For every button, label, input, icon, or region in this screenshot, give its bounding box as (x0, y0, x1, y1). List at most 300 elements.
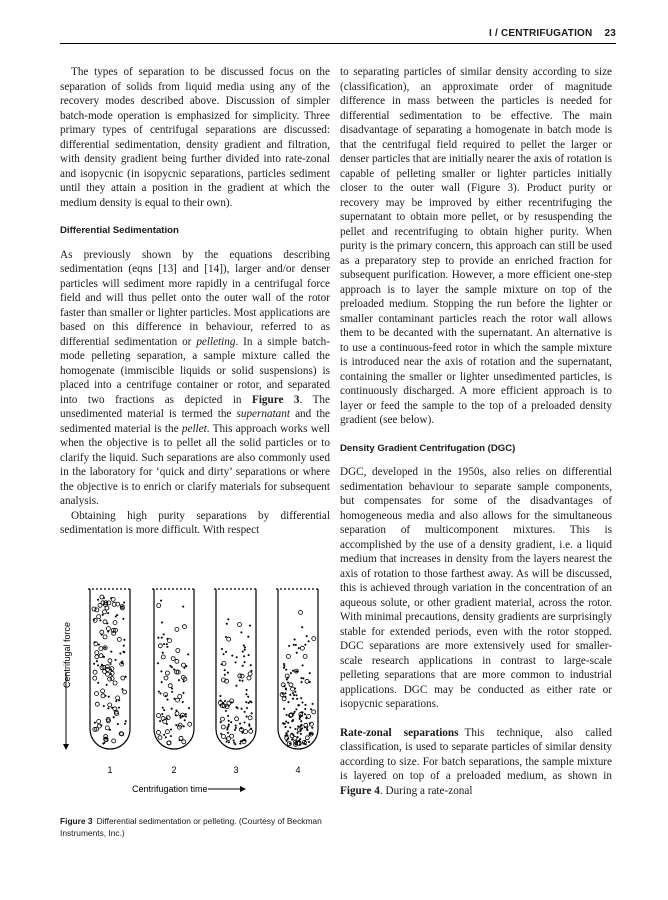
particle (246, 693, 248, 695)
particle (289, 683, 293, 687)
particle (283, 663, 285, 665)
particle (236, 706, 238, 708)
particle (242, 732, 244, 734)
particle (167, 638, 169, 640)
particle (291, 733, 293, 735)
particle (224, 669, 226, 671)
particle (295, 728, 297, 730)
particle (161, 671, 163, 673)
particle (182, 701, 184, 703)
particle (249, 725, 251, 727)
particle (233, 740, 235, 742)
x-axis-label: Centrifugation time (132, 784, 208, 794)
particle (297, 726, 299, 728)
particle (295, 671, 297, 673)
particle (93, 619, 95, 621)
particle (175, 724, 177, 726)
particle (171, 691, 173, 693)
y-axis (62, 622, 72, 747)
particle (244, 647, 246, 649)
particle (108, 696, 110, 698)
particle (244, 649, 246, 651)
particle (244, 661, 246, 663)
particle (104, 647, 106, 649)
particle (227, 672, 229, 674)
particle (157, 714, 161, 718)
particle (113, 621, 117, 625)
particle (163, 709, 165, 711)
particle (188, 707, 190, 709)
particle (287, 738, 289, 740)
particle (241, 632, 243, 634)
tube-outline (278, 589, 318, 749)
particle (244, 730, 248, 734)
figure-3 (60, 583, 330, 798)
particle (220, 733, 222, 735)
particle (187, 654, 189, 656)
particle (225, 636, 227, 638)
particle (298, 740, 300, 742)
particle (296, 694, 298, 696)
particle (175, 627, 179, 631)
particle (250, 701, 252, 703)
particle (293, 734, 295, 736)
particle (121, 663, 123, 665)
particle (301, 681, 303, 683)
particle (295, 691, 297, 693)
particle (123, 690, 127, 694)
particle (236, 656, 238, 658)
particle (247, 696, 249, 698)
particle (231, 655, 233, 657)
particle (230, 721, 232, 723)
particle (306, 726, 308, 728)
particle (289, 694, 291, 696)
particle (162, 707, 164, 709)
running-header (489, 28, 616, 39)
particle (291, 687, 295, 691)
particle (118, 707, 120, 709)
particle (300, 697, 302, 699)
caption-text: Differential sedimentation or pelleting. (Courtesy of Beckman Instruments, Inc.) (60, 816, 322, 838)
particle (99, 647, 103, 651)
particle (249, 729, 253, 733)
particle (160, 600, 162, 602)
particle (225, 710, 227, 712)
particle (302, 665, 304, 667)
particle (284, 665, 286, 667)
particle (238, 623, 242, 627)
particle (228, 741, 230, 743)
particle (288, 645, 290, 647)
particle (158, 691, 160, 693)
particle (112, 739, 116, 743)
dgc-paragraph: DGC, developed in the 1950s, also relies on differential sedimentation behaviour to separate sample components, but compensates for some of the disadvantages of homogeneous media and also allows for the simultaneous separation of multicomponent mixtures. This is accomplished by the use of a density gradient, i.e. a liquid medium that increases in density from the layers nearest the axis of rotation to those farthest away. As will be discussed, this is achieved through variation in the concentration of an aqueous solute, or other gradient material, across the rotor. With minimal precautions, density gradients are surprisingly stable for extended periods, even with the rotor stopped. DGC separations are more extensively used for smaller-scale research applications in contrast to large-scale pelleting separations that are more common to industrial applications. DGC may be conducted as either rate or isopycnic separations. (340, 466, 612, 710)
particle (305, 704, 307, 706)
particle (248, 716, 252, 720)
particle (242, 680, 244, 682)
particle (227, 732, 229, 734)
particle (308, 741, 310, 743)
particle (178, 679, 180, 681)
purity-paragraph: Obtaining high purity separations by differential sedimentation is more difficult. With respect (60, 509, 330, 536)
particle (309, 681, 311, 683)
particle (167, 699, 169, 701)
particle (283, 708, 285, 710)
particle (239, 723, 241, 725)
y-axis-label: Centrifugal force (62, 621, 72, 689)
particle (292, 692, 294, 694)
particle (293, 694, 295, 696)
particle (231, 702, 233, 704)
particle (224, 700, 226, 702)
particle (286, 714, 288, 716)
particle (304, 713, 306, 715)
particle (123, 651, 125, 653)
particle (242, 651, 244, 653)
particle (296, 709, 298, 711)
particle (97, 599, 99, 601)
particle (228, 705, 230, 707)
particle (170, 735, 172, 737)
tube-label-3: 3 (233, 765, 239, 775)
particle (94, 642, 98, 646)
particle (111, 597, 115, 601)
particle (123, 618, 125, 620)
particle (287, 677, 289, 679)
particle (309, 672, 311, 674)
particle (286, 679, 288, 681)
particle (112, 631, 116, 635)
particle (182, 740, 186, 744)
particle (115, 616, 117, 618)
particle (295, 644, 297, 646)
particle (179, 715, 181, 717)
particle (287, 722, 289, 724)
particle (105, 668, 109, 672)
particle (120, 653, 122, 655)
particle (182, 715, 184, 717)
particle (161, 713, 163, 715)
particle (300, 712, 302, 714)
particle (310, 733, 312, 735)
particle (117, 723, 119, 725)
particle (98, 644, 100, 646)
particle (308, 640, 310, 642)
particle (161, 655, 165, 659)
particle (188, 722, 192, 726)
particle (304, 708, 306, 710)
particle (222, 702, 224, 704)
particle (124, 723, 126, 725)
particle (111, 707, 113, 709)
particle (173, 669, 175, 671)
particle (244, 711, 246, 713)
particle (251, 712, 253, 714)
tube-1 (88, 589, 132, 775)
particle (176, 649, 180, 653)
particle (287, 682, 289, 684)
particle (113, 681, 117, 685)
particle (306, 728, 308, 730)
particle (228, 726, 230, 728)
right-column (340, 65, 612, 798)
particle (124, 639, 126, 641)
particle (118, 700, 120, 702)
differential-sedimentation-paragraph: As previously shown by the equations describing sedimentation (eqns [13] and [14]), larger and/or denser particles will sediment more rapidly in a centrifugal force field and will thus pellet onto the outer wall of the rotor faster than smaller or lighter particles. Most applications are based on this difference in behaviour, referred to as differential sedimentation or pelleting. In a simple batch-mode pelleting separation, a sample mixture called the homogenate (immiscible liquids or solid suspensions) is placed into a centrifuge container or rotor, and separated into two fractions as depicted in Figure 3. The unsedimented material is termed the supernatant and the sedimented material is the pellet. This approach works well when the objective is to pellet all the solid particles or to clarify the liquid. Such separations are also commonly used in the laboratory for ‘quick and dirty’ separations or where the objective is to enrich or clarify materials for subsequent analysis. (60, 248, 330, 507)
particle (246, 716, 248, 718)
particle (95, 651, 99, 655)
particle (220, 721, 222, 723)
particle (221, 725, 225, 729)
particle (220, 717, 224, 721)
figure-3-illustration (60, 583, 330, 798)
particle (158, 736, 162, 740)
particle (300, 733, 302, 735)
particle (161, 681, 163, 683)
particle (121, 676, 125, 680)
particle (227, 715, 229, 717)
tube-2 (152, 589, 196, 775)
particle (103, 610, 107, 614)
particle (165, 671, 169, 675)
particle (171, 657, 175, 661)
particle (165, 695, 167, 697)
particle (100, 595, 104, 599)
particle (234, 729, 236, 731)
particle (98, 603, 102, 607)
particle (99, 654, 103, 658)
particle (165, 736, 167, 738)
particle (294, 639, 296, 641)
particle (285, 721, 287, 723)
particle (166, 643, 168, 645)
particle (101, 664, 103, 666)
particle (221, 734, 225, 738)
particle (292, 698, 294, 700)
particle (108, 708, 110, 710)
particle (249, 625, 251, 627)
particle (180, 717, 182, 719)
particle (283, 723, 285, 725)
particle (226, 623, 228, 625)
tube-label-4: 4 (295, 765, 301, 775)
particle (296, 698, 298, 700)
particle (167, 646, 169, 648)
particle (226, 738, 228, 740)
particle (108, 659, 112, 663)
particle (103, 635, 107, 639)
particle (285, 726, 287, 728)
particle (234, 743, 236, 745)
particle (97, 615, 101, 619)
particle (292, 670, 294, 672)
figure-3-caption (60, 815, 332, 839)
particle (107, 612, 109, 614)
centrifugation-time-arrowhead (240, 786, 246, 792)
particle (164, 676, 168, 680)
term-pellet: pellet (181, 422, 207, 435)
particle (184, 667, 186, 669)
particle (312, 703, 314, 705)
particle (125, 720, 127, 722)
particle (93, 670, 97, 674)
particle (303, 678, 305, 680)
particle (303, 742, 305, 744)
particle (123, 602, 125, 604)
particle (300, 646, 304, 650)
particle (227, 637, 231, 641)
particle (248, 654, 250, 656)
particle (239, 743, 241, 745)
particle (235, 662, 237, 664)
particle (242, 740, 244, 742)
particle (182, 663, 186, 667)
particle (220, 695, 222, 697)
particle (110, 669, 112, 671)
particle (178, 695, 182, 699)
tubes-group (88, 589, 320, 775)
particle (228, 724, 230, 726)
x-axis (132, 784, 246, 794)
particle (103, 620, 107, 624)
particle (298, 704, 300, 706)
particle (291, 739, 293, 741)
particle (284, 685, 286, 687)
particle (116, 614, 118, 616)
particle (106, 627, 110, 631)
particle (113, 716, 115, 718)
particle (227, 618, 229, 620)
particle (221, 648, 223, 650)
particle (96, 660, 98, 662)
tube-label-2: 2 (171, 765, 177, 775)
particle (236, 685, 238, 687)
tube-3 (214, 589, 258, 775)
particle (94, 722, 96, 724)
particle (163, 734, 165, 736)
particle (110, 663, 112, 665)
particle (299, 610, 303, 614)
particle (110, 677, 114, 681)
particle (171, 708, 173, 710)
particle (250, 728, 252, 730)
particle (108, 703, 112, 707)
particle (106, 684, 108, 686)
running-header-section: I / CENTRIFUGATION (489, 28, 593, 39)
particle (305, 679, 309, 683)
particle (159, 720, 161, 722)
particle (168, 684, 172, 688)
rate-zonal-paragraph: Rate-zonal separations This technique, also called classification, is used to separate particles of similar density according to size. For batch separations, the sample mixture is layered on top of a preloaded medium, as shown in Figure 4. During a rate-zonal (340, 726, 612, 797)
particle (115, 700, 117, 702)
particle (292, 719, 294, 721)
particle (305, 736, 309, 740)
particle (157, 662, 159, 664)
particle (290, 672, 292, 674)
particle (158, 637, 160, 639)
particle (162, 652, 164, 654)
particle (95, 692, 99, 696)
particle (161, 622, 163, 624)
particle (246, 707, 248, 709)
particle (312, 637, 316, 641)
particle (175, 712, 179, 716)
section-heading-dgc: Density Gradient Centrifugation (DGC) (340, 442, 516, 454)
particle (179, 736, 183, 740)
particle (183, 692, 185, 694)
particle (233, 742, 235, 744)
particle (306, 635, 308, 637)
particle (158, 644, 162, 648)
particle (185, 713, 187, 715)
particle (171, 688, 173, 690)
particle (246, 689, 248, 691)
particle (116, 696, 120, 700)
particle (289, 727, 291, 729)
particle (184, 719, 186, 721)
particle (283, 667, 285, 669)
particle (183, 681, 185, 683)
particle (97, 720, 101, 724)
particle (157, 604, 161, 608)
left-column (60, 65, 330, 538)
particle (306, 717, 308, 719)
particle (241, 708, 243, 710)
figure-3-reference[interactable]: Figure 3 (251, 393, 300, 406)
particle (240, 741, 242, 743)
particle (93, 663, 95, 665)
particle (103, 705, 105, 707)
particle (182, 625, 186, 629)
particle (311, 727, 313, 729)
page-number: 23 (604, 28, 616, 39)
term-pelleting: pelleting (196, 335, 236, 348)
particle (285, 669, 287, 671)
tube-4 (276, 589, 320, 775)
particle (247, 676, 251, 680)
particle (174, 698, 176, 700)
particle (294, 711, 296, 713)
particle (101, 689, 105, 693)
particle (224, 674, 226, 676)
particle (297, 732, 299, 734)
particle (110, 651, 112, 653)
particle (285, 692, 287, 694)
particle (93, 676, 97, 680)
particle (166, 723, 168, 725)
figure-4-reference[interactable]: Figure 4 (340, 784, 380, 797)
particle (299, 729, 301, 731)
particle (288, 701, 290, 703)
particle (103, 656, 105, 658)
particle (305, 644, 307, 646)
particle (117, 637, 121, 641)
particle (245, 701, 247, 703)
particle (182, 606, 184, 608)
particle (95, 702, 99, 706)
particle (122, 688, 124, 690)
particle (163, 643, 165, 645)
section-heading-differential-sedimentation: Differential Sedimentation (60, 225, 179, 236)
particle (247, 636, 249, 638)
intro-paragraph: The types of separation to be discussed focus on the separation of solids from liquid media using any of the recovery modes described above. Discussion of simpler batch-mode operation is emphasized for simplicity. Three primary types of centrifugal separations are discussed: differential sedimentation, density gradient and filtration, with density gradient being further divided into rate-zonal and isopycnic (in isopycnic separations, particles sediment until they attain a position in the gradient at which the medium density is equal to their own). (60, 66, 330, 209)
particle (228, 720, 230, 722)
particle (244, 722, 246, 724)
particle (175, 659, 179, 663)
particle (304, 726, 306, 728)
particle (239, 680, 241, 682)
